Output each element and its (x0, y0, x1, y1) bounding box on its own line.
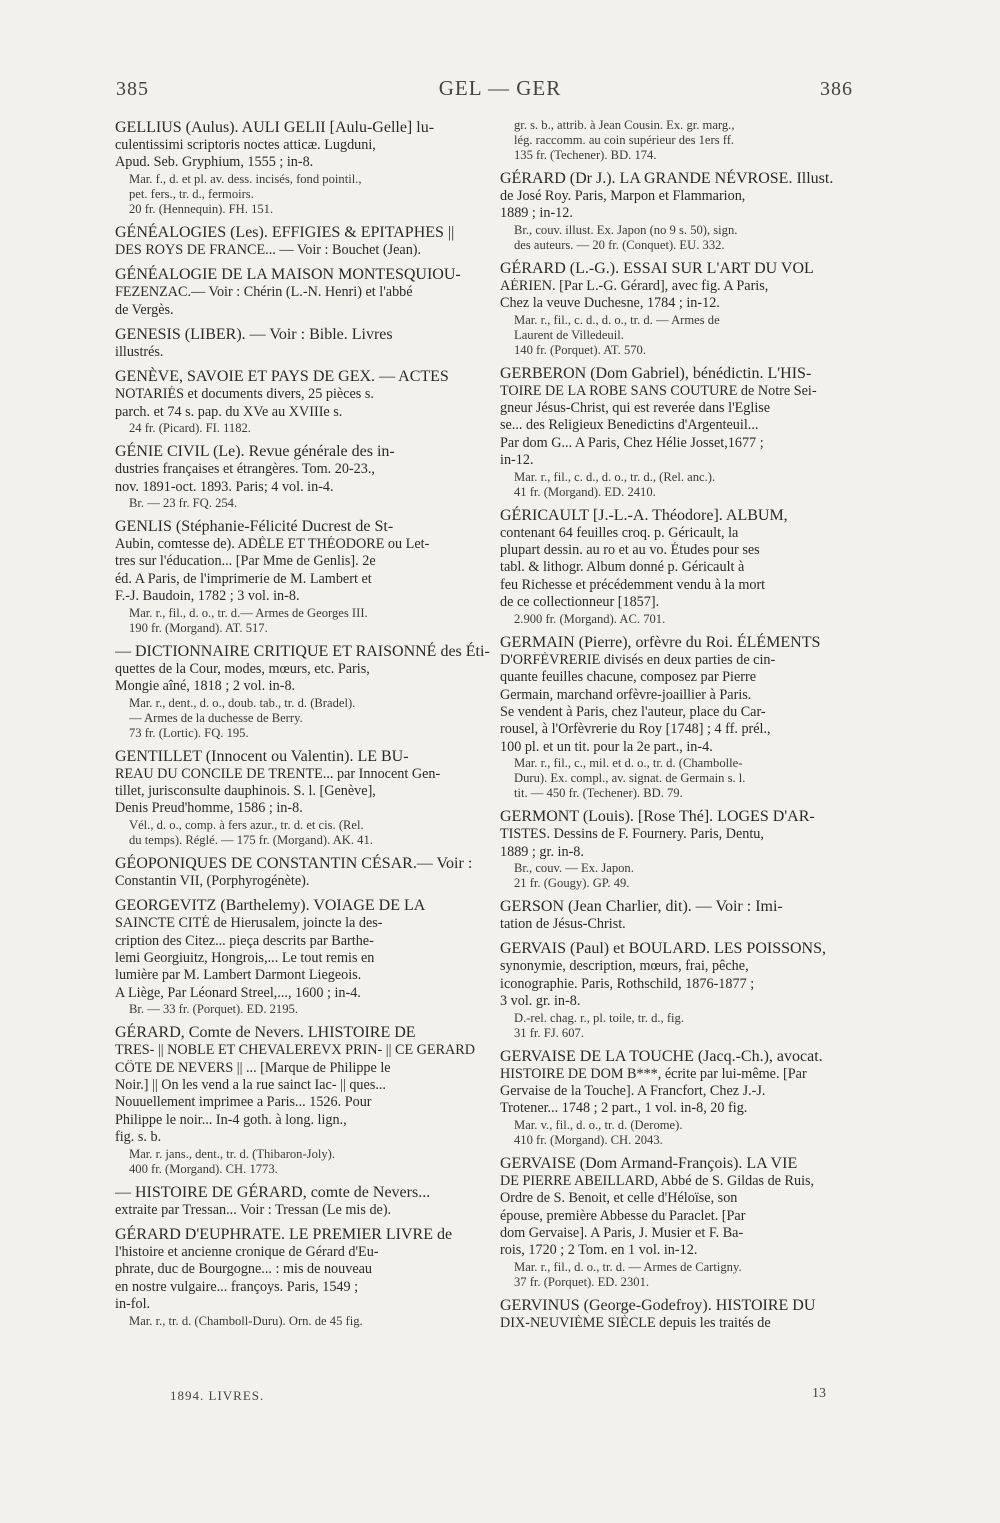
entry-note-line: 410 fr. (Morgand). CH. 2043. (514, 1132, 663, 1147)
entry-text-line: Ordre de S. Benoit, et celle d'Héloïse, son (500, 1190, 738, 1207)
catalogue-entry (500, 169, 880, 253)
entry-text-line: parch. et 74 s. pap. du XVe au XVIIIe s. (115, 403, 343, 420)
running-head: GEL — GER (438, 76, 562, 100)
entry-text-line: illustrés. (115, 344, 164, 361)
entry-heading-line: GÉOPONIQUES DE CONSTANTIN CÉSAR.— Voir : (115, 854, 473, 872)
entry-note-line: Mar. r., dent., d. o., doub. tab., tr. d. (Bradel). (129, 695, 356, 710)
catalogue-entry (115, 265, 495, 319)
entry-note-line: des auteurs. — 20 fr. (Conquet). EU. 332. (514, 237, 725, 252)
entry-text-line: dom Gervaise]. A Paris, J. Musier et F. Ba- (500, 1225, 744, 1241)
entry-note-line: gr. s. b., attrib. à Jean Cousin. Ex. gr. marg., (514, 118, 735, 132)
entry-heading-line: GÉNÉALOGIES (Les). EFFIGIES & EPITAPHES || (115, 223, 455, 241)
entry-text-line: AÉRIEN. [Par L.-G. Gérard], avec fig. A Paris, (500, 277, 769, 294)
catalogue-entry (500, 807, 880, 891)
entry-text-line: 1889 ; gr. in-8. (500, 843, 584, 860)
entry-heading-line: GENTILLET (Innocent ou Valentin). LE BU- (115, 747, 409, 765)
entry-note-line: 140 fr. (Porquet). AT. 570. (514, 342, 646, 357)
entry-text-line: épouse, première Abbesse du Paraclet. [Par (500, 1207, 746, 1224)
entry-text-line: culentissimi scriptoris noctes atticæ. Lugduni, (115, 137, 376, 153)
entry-text-line: Denis Preud'homme, 1586 ; in-8. (115, 800, 303, 817)
entry-text-line: gneur Jésus-Christ, qui est reverée dans l'Eglise (500, 400, 771, 417)
entry-text-line: Germain, marchand orfèvre-joaillier à Paris. (500, 686, 752, 703)
entry-text-line: tabl. & lithogr. Album donné p. Géricault à (500, 559, 745, 576)
entry-text-line: de Vergès. (115, 301, 174, 318)
catalogue-entry (115, 325, 495, 361)
catalogue-entry (500, 897, 880, 933)
entry-note-line: 2.900 fr. (Morgand). AC. 701. (514, 611, 666, 626)
entry-note-line: 21 fr. (Gougy). GP. 49. (514, 875, 630, 890)
entry-text-line: Chez la veuve Duchesne, 1784 ; in-12. (500, 295, 720, 312)
entry-text-line: in-fol. (115, 1296, 151, 1313)
entry-note-line: Br., couv. illust. Ex. Japon (no 9 s. 50), sign. (514, 222, 738, 237)
entry-text-line: in-12. (500, 452, 534, 469)
entry-heading-line: GERVINUS (George-Godefroy). HISTOIRE DU (500, 1296, 816, 1314)
entry-text-line: Nouuellement imprimee a Paris... 1526. Pour (115, 1094, 372, 1111)
entry-text-line: Se vendent à Paris, chez l'auteur, place du Car- (500, 703, 766, 720)
entry-heading-line: GENESIS (LIBER). — Voir : Bible. Livres (115, 326, 393, 344)
entry-note-line: Vél., d. o., comp. à fers azur., tr. d. et cis. (Rel. (129, 817, 364, 832)
catalogue-entry (500, 1047, 880, 1148)
entry-note-line: — Armes de la duchesse de Berry. (129, 710, 303, 725)
entry-text-line: NOTARIÉS et documents divers, 25 pièces s. (115, 386, 374, 403)
entry-text-line: synonymie, description, mœurs, frai, pêche, (500, 958, 749, 975)
entry-text-line: FEZENZAC.— Voir : Chérin (L.-N. Henri) et l'abbé (115, 284, 413, 301)
entry-heading-line: GÉNÉALOGIE DE LA MAISON MONTESQUIOU- (115, 266, 461, 284)
catalogue-entry (115, 223, 495, 259)
catalogue-entry (115, 442, 495, 511)
entry-text-line: iconographie. Paris, Rothschild, 1876-1877 ; (500, 975, 755, 992)
catalogue-entry (115, 747, 495, 848)
left-column (115, 118, 495, 1335)
entry-heading-line: GERVAIS (Paul) et BOULARD. LES POISSONS, (500, 940, 827, 958)
entry-heading-line: GERBERON (Dom Gabriel), bénédictin. L'HIS- (500, 364, 812, 382)
entry-text-line: Mongie aîné, 1818 ; 2 vol. in-8. (115, 678, 296, 695)
entry-heading-line: GENÈVE, SAVOIE ET PAYS DE GEX. — ACTES (115, 368, 449, 386)
catalogue-entry (500, 939, 880, 1040)
entry-heading-line: GÉRARD (Dr J.). LA GRANDE NÉVROSE. Illust. (500, 170, 834, 187)
entry-text-line: extraite par Tressan... Voir : Tressan (Le mis de). (115, 1201, 392, 1218)
entry-text-line: HISTOIRE DE DOM B***, écrite par lui-même. [Par (500, 1065, 807, 1082)
entry-text-line: 3 vol. gr. in-8. (500, 993, 581, 1010)
catalogue-entry (500, 259, 880, 358)
entry-note-line: 135 fr. (Techener). BD. 174. (514, 148, 657, 162)
entry-text-line: TISTES. Dessins de F. Fournery. Paris, Dentu, (500, 826, 764, 843)
entry-text-line: DE PIERRE ABEILLARD, Abbé de S. Gildas de Ruis, (500, 1172, 815, 1189)
catalogue-entry (115, 118, 495, 217)
entry-text-line: Par dom G... A Paris, Chez Hélie Josset,1677 ; (500, 434, 764, 451)
entry-text-line: lumière par M. Lambert Darmont Liegeois. (115, 967, 362, 984)
entry-heading-line: GÉNIE CIVIL (Le). Revue générale des in- (115, 443, 395, 461)
entry-text-line: plupart dessin. au ro et au vo. Études pour ses (500, 542, 760, 559)
entry-text-line: 100 pl. et un tit. pour la 2e part., in-4. (500, 738, 713, 755)
entry-heading-line: GERVAISE (Dom Armand-François). LA VIE (500, 1154, 798, 1172)
entry-text-line: Apud. Seb. Gryphium, 1555 ; in-8. (115, 154, 314, 171)
entry-text-line: rousel, à l'Orfèvrerie du Roy [1748] ; 4 ff. prél., (500, 721, 771, 738)
entry-heading-line: GÉRARD (L.-G.). ESSAI SUR L'ART DU VOL (500, 259, 814, 277)
catalogue-entry (115, 896, 495, 1017)
entry-text-line: l'histoire et ancienne cronique de Gérard d'Eu- (115, 1244, 379, 1260)
entry-note-line: Mar. r., fil., c., mil. et d. o., tr. d. (Chambolle- (514, 756, 743, 771)
entry-text-line: feu Richesse et précédemment vendu à la mort (500, 576, 766, 593)
entry-text-line: en nostre vulgaire... françoys. Paris, 1549 ; (115, 1278, 359, 1295)
entry-text-line: REAU DU CONCILE DE TRENTE... par Innocent Gen- (115, 765, 441, 782)
entry-text-line: se... des Religieux Benedictins d'Argenteuil... (500, 417, 759, 434)
entry-note-line: D.-rel. chag. r., pl. toile, tr. d., fig. (514, 1010, 684, 1025)
entry-note-line: 400 fr. (Morgand). CH. 1773. (129, 1161, 278, 1176)
entry-text-line: Noir.] || On les vend a la rue sainct Iac- || ques... (115, 1076, 386, 1093)
entry-text-line: 1889 ; in-12. (500, 205, 573, 222)
entry-text-line: Trotener... 1748 ; 2 part., 1 vol. in-8, 20 fig. (500, 1100, 748, 1117)
entry-note-line: Mar. r., fil., c. d., d. o., tr. d. — Armes de (514, 312, 720, 327)
entry-note-line: 73 fr. (Lortic). FQ. 195. (129, 725, 249, 740)
entry-note-line: 41 fr. (Morgand). ED. 2410. (514, 484, 656, 499)
entry-text-line: DES ROYS DE FRANCE... — Voir : Bouchet (Jean). (115, 241, 422, 258)
entry-text-line: tation de Jésus-Christ. (500, 915, 626, 932)
entry-text-line: CÔTE DE NEVERS || ... [Marque de Philippe le (115, 1059, 391, 1076)
entry-text-line: de ce collectionneur [1857]. (500, 594, 660, 611)
entry-note-line: du temps). Réglé. — 175 fr. (Morgand). AK. 41. (129, 832, 373, 847)
catalogue-entry (115, 1183, 495, 1219)
entry-note-line: Mar. r., fil., d. o., tr. d. — Armes de Cartigny. (514, 1259, 742, 1274)
entry-text-line: D'ORFÈVRERIE divisés en deux parties de cin- (500, 651, 776, 668)
catalogue-entry (115, 517, 495, 636)
entry-note-line: Br. — 23 fr. FQ. 254. (129, 496, 238, 511)
entry-note-line: pet. fers., tr. d., fermoirs. (129, 186, 254, 201)
entry-text-line: nov. 1891-oct. 1893. Paris; 4 vol. in-4. (115, 478, 334, 495)
entry-text-line: lemi Georgiuitz, Hongrois,... Le tout remis en (115, 949, 375, 966)
catalogue-entry (500, 506, 880, 627)
entry-note-line: tit. — 450 fr. (Techener). BD. 79. (514, 786, 683, 801)
catalogue-entry (115, 854, 495, 890)
signature-mark: 13 (812, 1386, 826, 1401)
entry-text-line: quante feuilles chacune, composez par Pierre (500, 669, 757, 686)
entry-text-line: Constantin VII, (Porphyrogénète). (115, 872, 310, 889)
entry-text-line: quettes de la Cour, modes, mœurs, etc. Paris, (115, 660, 370, 677)
entry-note-line: 24 fr. (Picard). FI. 1182. (129, 421, 251, 436)
entry-heading-line: GERMAIN (Pierre), orfèvre du Roi. ÉLÉMENTS (500, 633, 821, 651)
entry-heading-line: GELLIUS (Aulus). AULI GELII [Aulu-Gelle] lu- (115, 119, 435, 136)
entry-heading-line: — DICTIONNAIRE CRITIQUE ET RAISONNÉ des Éti- (115, 642, 490, 660)
entry-text-line: DIX-NEUVIÈME SIÈCLE depuis les traités de (500, 1314, 771, 1331)
entry-text-line: F.-J. Baudoin, 1782 ; 3 vol. in-8. (115, 588, 300, 605)
entry-text-line: rois, 1720 ; 2 Tom. en 1 vol. in-12. (500, 1242, 698, 1259)
entry-note-line: Mar. r., tr. d. (Chamboll-Duru). Orn. de 45 fig. (129, 1313, 363, 1328)
entry-note-line: Br. — 33 fr. (Porquet). ED. 2195. (129, 1002, 298, 1017)
page-number-left: 385 (116, 78, 149, 100)
entry-note-line: Mar. r. jans., dent., tr. d. (Thibaron-Joly). (129, 1146, 336, 1161)
right-column (500, 118, 880, 1338)
entry-text-line: phrate, duc de Bourgogne... : mis de nouveau (115, 1261, 373, 1278)
entry-heading-line: — HISTOIRE DE GÉRARD, comte de Nevers... (115, 1183, 431, 1201)
catalogue-entry (115, 1225, 495, 1329)
catalogue-entry (500, 1154, 880, 1290)
entry-note-line: Mar. f., d. et pl. av. dess. incisés, fond pointil., (129, 171, 362, 186)
entry-heading-line: GERSON (Jean Charlier, dit). — Voir : Imi- (500, 897, 783, 915)
catalogue-entry (500, 633, 880, 801)
entry-heading-line: GÉRARD, Comte de Nevers. LHISTOIRE DE (115, 1024, 416, 1042)
entry-note-line: Duru). Ex. compl., av. signat. de Germain s. l. (514, 771, 746, 786)
entry-heading-line: GÉRARD D'EUPHRATE. LE PREMIER LIVRE de (115, 1226, 453, 1243)
entry-heading-line: GENLIS (Stéphanie-Félicité Ducrest de St- (115, 518, 394, 536)
entry-note-line: Laurent de Villedeuil. (514, 327, 624, 342)
entry-note-line: 31 fr. FJ. 607. (514, 1025, 584, 1040)
entry-text-line: Philippe le noir... In-4 goth. à long. lign., (115, 1111, 347, 1128)
entry-text-line: SAINCTE CITÉ de Hierusalem, joincte la des- (115, 915, 383, 932)
entry-text-line: éd. A Paris, de l'imprimerie de M. Lambert et (115, 570, 372, 587)
page-number-right: 386 (820, 78, 853, 100)
entry-text-line: de José Roy. Paris, Marpon et Flammarion, (500, 188, 746, 204)
entry-text-line: A Liège, Par Léonard Streel,..., 1600 ; in-4. (115, 984, 361, 1001)
entry-text-line: dustries françaises et étrangères. Tom. 20-23., (115, 461, 375, 478)
entry-text-line: contenant 64 feuilles croq. p. Géricault, la (500, 524, 739, 541)
catalogue-entry (115, 642, 495, 741)
entry-note-line: Mar. v., fil., d. o., tr. d. (Derome). (514, 1117, 683, 1132)
entry-note-line: Mar. r., fil., c. d., d. o., tr. d., (Rel. anc.). (514, 469, 716, 484)
footer-signature-line: 1894. LIVRES. (170, 1388, 265, 1403)
entry-text-line: Aubin, comtesse de). ADÈLE ET THÉODORE ou Let- (115, 536, 430, 553)
entry-heading-line: GERMONT (Louis). [Rose Thé]. LOGES D'AR- (500, 808, 815, 826)
catalogue-entry (500, 364, 880, 500)
entry-text-line: fig. s. b. (115, 1129, 162, 1146)
entry-text-line: cription des Citez... pieça descrits par Barthe- (115, 932, 374, 949)
entry-heading-line: GÉRICAULT [J.-L.-A. Théodore]. ALBUM, (500, 506, 788, 524)
entry-text-line: Gervaise de la Touche]. A Francfort, Chez J.-J. (500, 1082, 766, 1099)
entry-note-line: lég. raccomm. au coin supérieur des 1ers ff. (514, 133, 735, 147)
catalogue-entry (500, 1296, 880, 1332)
entry-text-line: tres sur l'éducation... [Par Mme de Genlis]. 2e (115, 553, 376, 570)
entry-heading-line: GEORGEVITZ (Barthelemy). VOIAGE DE LA (115, 897, 426, 915)
entry-note-line: Br., couv. — Ex. Japon. (514, 860, 634, 875)
entry-heading-line: GERVAISE DE LA TOUCHE (Jacq.-Ch.), avocat. (500, 1047, 823, 1065)
catalogue-entry (115, 367, 495, 436)
entry-note-line: 37 fr. (Porquet). ED. 2301. (514, 1274, 650, 1289)
catalogue-entry (500, 118, 880, 163)
entry-text-line: tillet, jurisconsulte dauphinois. S. l. [Genève], (115, 782, 376, 799)
entry-note-line: Mar. r., fil., d. o., tr. d.— Armes de Georges III. (129, 605, 368, 620)
entry-note-line: 190 fr. (Morgand). AT. 517. (129, 620, 268, 635)
catalogue-entry (115, 1023, 495, 1176)
entry-text-line: TOIRE DE LA ROBE SANS COUTURE de Notre Sei- (500, 382, 817, 399)
entry-note-line: 20 fr. (Hennequin). FH. 151. (129, 201, 274, 216)
entry-text-line: TRES- || NOBLE ET CHEVALEREVX PRIN- || CE GERARD (115, 1042, 476, 1059)
